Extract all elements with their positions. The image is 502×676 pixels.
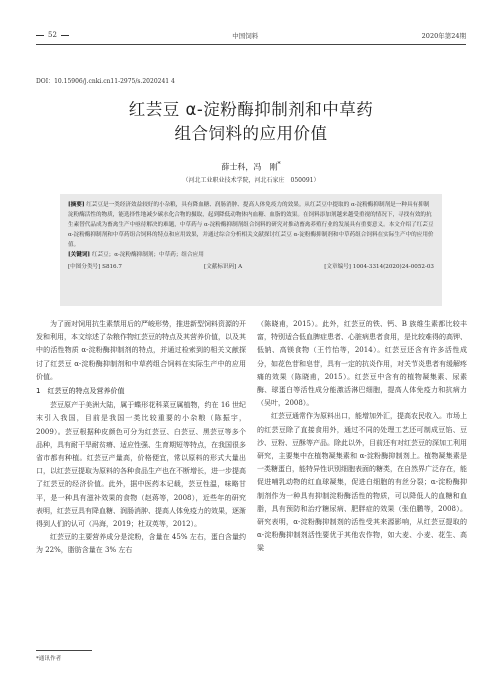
intro-paragraph: 为了面对饲用抗生素禁用后的严峻形势，推进新型饲料资源的开发和利用，本文综述了杂粮作物红芸豆的特点及其营养价值，以及其中的活性物质 α-淀粉酶抑制剂的特点，并通过检索到的相关文献探讨了红芸豆 α-淀粉酶抑制剂和中草药组合饲料在实际生产中的应用价值。 xyxy=(36,320,246,381)
page-number-dash-left xyxy=(36,35,44,36)
article-number: [文章编号] 1004-3314(2020)24-0052-03 xyxy=(324,264,434,270)
section-1-heading: 1 红芸豆的特点及营养价值 xyxy=(36,387,125,396)
title-line-2: 组合饲料的应用价值 xyxy=(174,124,328,143)
document-code: [文献标识码] A xyxy=(204,264,243,270)
author-names: 薛士科，冯 刚 xyxy=(221,162,278,172)
footnote-rule xyxy=(36,650,92,651)
abstract-box xyxy=(60,194,442,306)
classification-row xyxy=(68,262,434,272)
journal-name: 中国饲料 xyxy=(232,31,259,40)
left-column xyxy=(36,318,246,558)
abstract xyxy=(68,200,434,250)
header-rule xyxy=(36,44,466,45)
page-number xyxy=(36,31,69,39)
abstract-label: [摘要] xyxy=(68,202,85,208)
author-footnote-mark: * xyxy=(277,160,281,168)
footnote: *通讯作者 xyxy=(36,656,62,662)
title-line-1: 红芸豆 α-淀粉酶抑制剂和中草药 xyxy=(128,100,374,119)
page-number-dash-right xyxy=(61,35,69,36)
keywords xyxy=(68,250,434,260)
journal-issue: 2020年第24期 xyxy=(421,31,466,40)
affiliation: （河北工业职业技术学院，河北石家庄 050091） xyxy=(182,177,320,184)
section-1-paragraph-1: 芸豆原产于美洲大陆，属于蝶形花科菜豆属植物，约在 16 世纪末引入我国，目前是我国一类比较重要的小杂粮（陈振宇，2009）。芸豆根据种皮颜色可分为红芸豆、白芸豆、黑芸豆等多个品种，具有耐干旱耐贫瘠、适应性强、生育期短等特点，在我国很多省市都有种植。红芸豆产量高，价格便宜，常以原料的形式大量出口，以红芸豆提取为原料的各种食品生产也在不断增长，进一步提高了红芸豆的经济价值。此外，据中医药本记载，芸豆性温，味略甘平，是一种具有滋补效果的食物（赵蒋等，2008），近些年的研究表明，红芸豆具有降血糖、润肠消肿、提高人体免疫力的效果，逐渐得到人们的认可（冯海，2019；杜双英等，2012）。 xyxy=(36,401,246,529)
section-1-paragraph-2-cont: （陈晓甫，2015）。此外，红芸豆的铁、钙、B 族维生素都比较丰富，特别适合低血脾症患者、心脏病患者食用，是比较难得的高钾、低钠、高镁食物（王竹怡等，2014）。红芸豆还含有许多活性成分，如花色苷和皂苷，具有一定的抗炎作用，对关节炎患者有缓解疼痛的效果（陈晓甫，2015）。红芸豆中含有的植物凝集素、尿素酶、球蛋白等活性成分能激活淋巴细胞，提高人体免疫力和抗病力（吴叶，2008）。 xyxy=(257,320,467,408)
keywords-text: 红芸豆；α-淀粉酶抑制剂；中草药；组合应用 xyxy=(91,252,204,258)
doi: DOI：10.15906/j.cnki.cn11-2975/s.2020241 4 xyxy=(36,78,175,85)
section-1-paragraph-3: 红芸豆通常作为原料出口，能增加外汇，提高农民收入。市场上的红芸豆除了直接食用外，通过不同的处理工艺还可制成豆馅、豆沙、豆粉、豆酥等产品。除此以外，目前还有对红芸豆的深加工利用研究，主要集中在植物凝集素和 α-淀粉酶抑制剂上。植物凝集素是一类糖蛋白，能特异性识别细胞表面的糖类，在自然界广泛存在，能促进哺乳动物的红血球凝集，促进白细胞的有丝分裂；α-淀粉酶抑制剂作为一种具有抑制淀粉酶活性的物质，可以降低人的血糖和血脂，具有预防和治疗糖尿病、肥胖症的效果（张伯鹏等，2008）。研究表明，α-淀粉酶抑制剂的活性受其来源影响，从红芸豆提取的 α-淀粉酶抑制剂活性要优于其他农作物，如大麦、小麦、花生、高粱 xyxy=(257,412,467,553)
running-header xyxy=(36,28,466,42)
section-1-paragraph-2: 红芸豆的主要营养成分是淀粉，含量在 45% 左右，蛋白含量约为 22%，脂肪含量在 3% 左右 xyxy=(36,533,246,555)
clc-number: [中图分类号] S816.7 xyxy=(68,264,122,270)
authors xyxy=(0,160,502,173)
right-column xyxy=(257,318,467,556)
page-number-text: 52 xyxy=(48,31,57,39)
article-title xyxy=(0,98,502,146)
keywords-label: [关键词] xyxy=(68,252,91,258)
abstract-text: 红芸豆是一类经济效益较好的小杂粮，具有降血糖、润肠消肿、提高人体免疫力的效果。从红芸豆中提取的 α-淀粉酶抑制剂是一种具有抑制淀粉酶活性的物质，能选择性地减少碳水化合物的摄取，起到降低动物体内血糖、血脂的效果。在饲料添加剂越来越受重视的情况下，寻找有效的抗生素替代品成为畜禽生产中亟待解决的难题，中草药与 α-淀粉酶抑制剂组合饲料的研究对推动畜禽养殖行业的发展具有重要意义。本文介绍了红芸豆 α-淀粉酶抑制剂和中草药组合饲料的特点和应用效果，并通过综合分析相关文献探讨红芸豆 α-淀粉酶抑制剂和中草药组合饲料在实际生产中的应用价值。 xyxy=(68,202,434,248)
